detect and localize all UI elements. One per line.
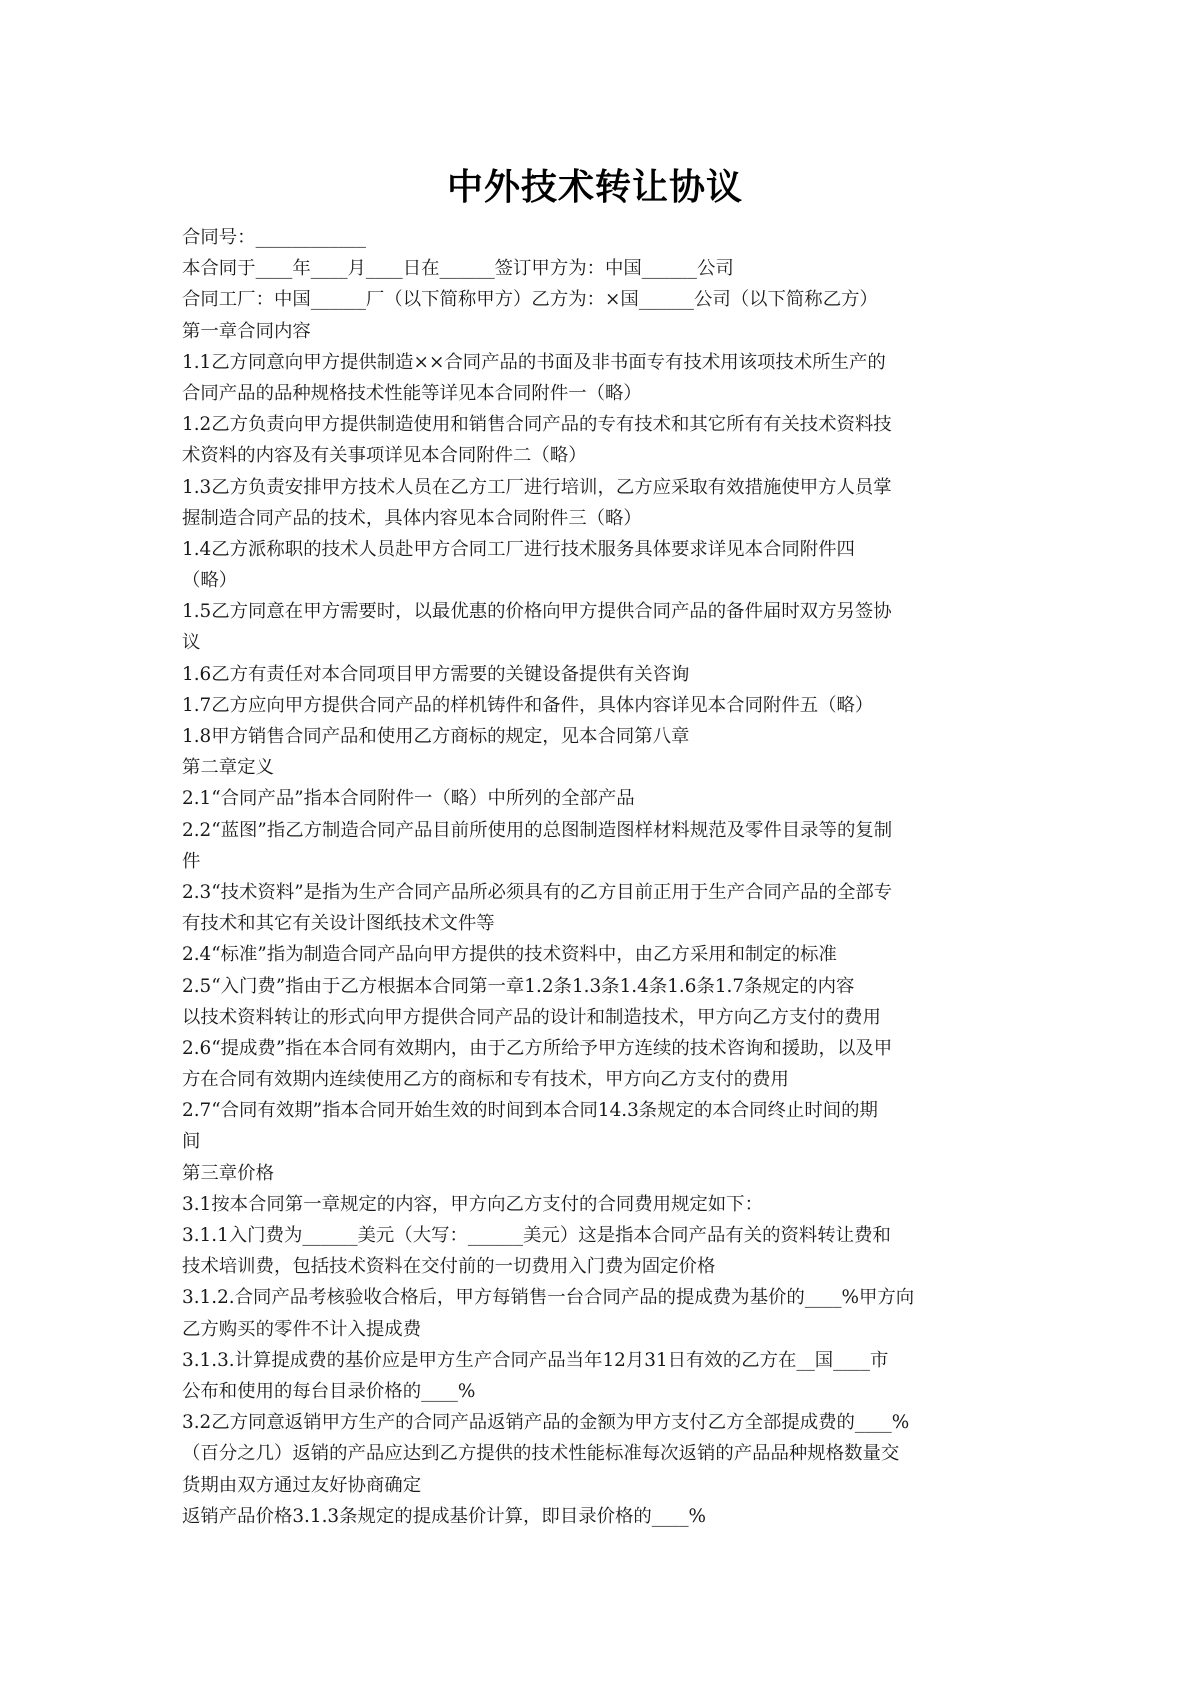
clause-line: 术资料的内容及有关事项详见本合同附件二（略） <box>182 445 587 467</box>
clause-line: 1.4乙方派称职的技术人员赴甲方合同工厂进行技术服务具体要求详见本合同附件四 <box>182 538 855 560</box>
clause-line: 件 <box>182 850 201 872</box>
clause-line: 3.2乙方同意返销甲方生产的合同产品返销产品的金额为甲方支付乙方全部提成费的____% <box>182 1412 910 1434</box>
clause-line: 1.2乙方负责向甲方提供制造使用和销售合同产品的专有技术和其它所有有关技术资料技 <box>182 414 892 436</box>
clause-line: 2.1“合同产品”指本合同附件一（略）中所列的全部产品 <box>182 788 635 810</box>
clause-line: 3.1.1入门费为______美元（大写：______美元）这是指本合同产品有关的资料转让费和 <box>182 1225 891 1246</box>
clause-line: 技术培训费，包括技术资料在交付前的一切费用入门费为固定价格 <box>182 1256 716 1278</box>
clause-line: 1.7乙方应向甲方提供合同产品的样机铸件和备件，具体内容详见本合同附件五（略） <box>182 694 874 716</box>
document-body <box>182 222 1022 1532</box>
chapter-heading: 第二章定义 <box>182 757 274 779</box>
clause-line: 1.8甲方销售合同产品和使用乙方商标的规定，见本合同第八章 <box>182 726 690 747</box>
clause-line: 1.5乙方同意在甲方需要时，以最优惠的价格向甲方提供合同产品的备件届时双方另签协 <box>182 601 892 623</box>
clause-line: 2.2“蓝图”指乙方制造合同产品目前所使用的总图制造图样材料规范及零件目录等的复制 <box>182 819 893 841</box>
clause-line: 1.3乙方负责安排甲方技术人员在乙方工厂进行培训，乙方应采取有效措施使甲方人员掌 <box>182 476 892 498</box>
clause-line: 议 <box>182 632 201 654</box>
clause-line: 货期由双方通过友好协商确定 <box>182 1474 422 1496</box>
clause-line: 2.6“提成费”指在本合同有效期内，由于乙方所给予甲方连续的技术咨询和援助，以及甲 <box>182 1037 893 1059</box>
clause-line: 有技术和其它有关设计图纸技术文件等 <box>182 913 495 935</box>
clause-line: 合同产品的品种规格技术性能等详见本合同附件一（略） <box>182 382 642 404</box>
clause-line: 返销产品价格3.1.3条规定的提成基价计算，即目录价格的____% <box>182 1505 707 1527</box>
clause-line: 3.1按本合同第一章规定的内容，甲方向乙方支付的合同费用规定如下： <box>182 1193 763 1215</box>
clause-line: （略） <box>182 570 238 592</box>
clause-line: 间 <box>182 1131 201 1153</box>
clause-line: 握制造合同产品的技术，具体内容见本合同附件三（略） <box>182 507 642 529</box>
clause-line: 2.5“入门费”指由于乙方根据本合同第一章1.2条1.3条1.4条1.6条1.7条规定的内容 <box>182 975 855 997</box>
clause-line: 2.4“标准”指为制造合同产品向甲方提供的技术资料中，由乙方采用和制定的标准 <box>182 944 837 966</box>
chapter-heading: 第三章价格 <box>182 1162 274 1184</box>
clause-line: 方在合同有效期内连续使用乙方的商标和专有技术，甲方向乙方支付的费用 <box>182 1069 789 1091</box>
clause-line: 3.1.3.计算提成费的基价应是甲方生产合同产品当年12月31日有效的乙方在__国____市 <box>182 1349 889 1371</box>
clause-line: 1.1乙方同意向甲方提供制造××合同产品的书面及非书面专有技术用该项技术所生产的 <box>182 351 886 373</box>
clause-line: 1.6乙方有责任对本合同项目甲方需要的关键设备提供有关咨询 <box>182 663 690 685</box>
clause-line: 乙方购买的零件不计入提成费 <box>182 1318 422 1340</box>
clause-line: 2.7“合同有效期”指本合同开始生效的时间到本合同14.3条规定的本合同终止时间的期 <box>182 1100 878 1122</box>
clause-line: 公布和使用的每台目录价格的____% <box>182 1380 476 1402</box>
parties-line: 合同工厂：中国______厂（以下简称甲方）乙方为：×国______公司（以下简称乙方） <box>182 289 878 311</box>
clause-line: （百分之几）返销的产品应达到乙方提供的技术性能标准每次返销的产品品种规格数量交 <box>182 1443 900 1465</box>
clause-line: 3.1.2.合同产品考核验收合格后，甲方每销售一台合同产品的提成费为基价的____%甲方向 <box>182 1287 915 1309</box>
clause-line: 2.3“技术资料”是指为生产合同产品所必须具有的乙方目前正用于生产合同产品的全部专 <box>182 881 893 903</box>
contract-number-line: 合同号：____________ <box>182 227 366 248</box>
document-title: 中外技术转让协议 <box>446 167 743 208</box>
clause-line: 以技术资料转让的形式向甲方提供合同产品的设计和制造技术，甲方向乙方支付的费用 <box>182 1006 881 1028</box>
signing-date-line: 本合同于____年____月____日在______签订甲方为：中国______公司 <box>182 258 734 280</box>
chapter-heading: 第一章合同内容 <box>182 320 311 342</box>
